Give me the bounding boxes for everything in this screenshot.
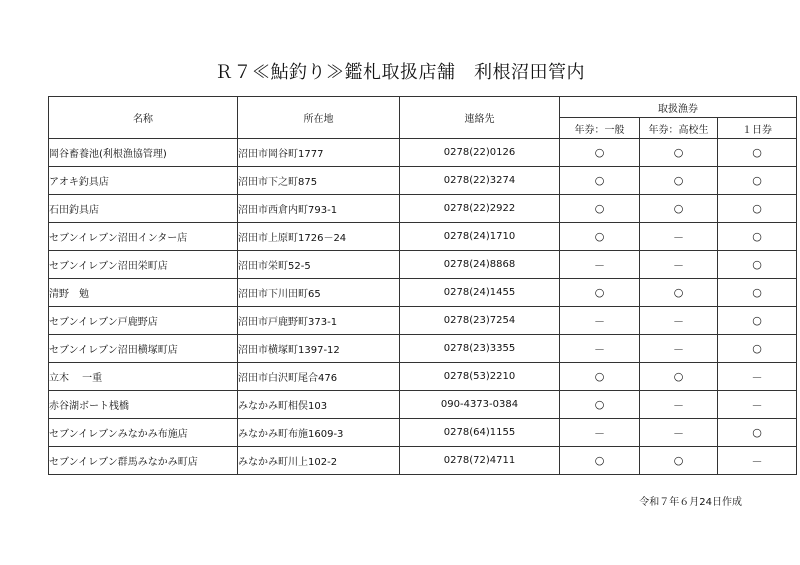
cell-address: 沼田市戸鹿野町373-1	[238, 307, 400, 335]
stores-table	[48, 96, 797, 475]
cell-day-ticket: ○	[718, 139, 797, 167]
cell-phone: 0278(64)1155	[400, 419, 560, 447]
cell-annual-general: ○	[560, 363, 640, 391]
cell-address: 沼田市白沢町尾合476	[238, 363, 400, 391]
cell-name: 立木 一重	[49, 363, 238, 391]
cell-annual-general: ○	[560, 167, 640, 195]
cell-address: 沼田市下之町875	[238, 167, 400, 195]
cell-address: 沼田市岡谷町1777	[238, 139, 400, 167]
cell-name: セブンイレブン沼田栄町店	[49, 251, 238, 279]
cell-day-ticket: ○	[718, 223, 797, 251]
cell-annual-highschool: －	[640, 251, 718, 279]
cell-day-ticket: ○	[718, 279, 797, 307]
header-tickets-group: 取扱漁券	[560, 97, 797, 118]
cell-name: 赤谷湖ボート桟橋	[49, 391, 238, 419]
cell-phone: 0278(24)8868	[400, 251, 560, 279]
page-title: Ｒ７≪鮎釣り≫鑑札取扱店舗 利根沼田管内	[215, 62, 585, 83]
table-row	[49, 363, 797, 391]
cell-day-ticket: －	[718, 391, 797, 419]
created-date: 令和７年６月24日作成	[639, 497, 742, 508]
cell-name: セブンイレブン戸鹿野店	[49, 307, 238, 335]
header-annual-highschool: 年券：高校生	[640, 118, 718, 139]
table-row	[49, 195, 797, 223]
cell-annual-highschool: ○	[640, 447, 718, 475]
cell-name: 石田釣具店	[49, 195, 238, 223]
header-day-ticket: １日券	[718, 118, 797, 139]
cell-annual-highschool: ○	[640, 195, 718, 223]
cell-address: 沼田市栄町52-5	[238, 251, 400, 279]
header-row	[49, 97, 797, 118]
cell-annual-general: ○	[560, 195, 640, 223]
cell-annual-general: －	[560, 251, 640, 279]
table-row	[49, 139, 797, 167]
cell-phone: 0278(72)4711	[400, 447, 560, 475]
cell-name: セブンイレブン群馬みなかみ町店	[49, 447, 238, 475]
cell-day-ticket: ○	[718, 307, 797, 335]
cell-day-ticket: ○	[718, 167, 797, 195]
table-row	[49, 279, 797, 307]
cell-annual-highschool: ○	[640, 167, 718, 195]
cell-phone: 0278(24)1710	[400, 223, 560, 251]
cell-annual-general: －	[560, 335, 640, 363]
table-body	[49, 139, 797, 475]
cell-annual-general: ○	[560, 139, 640, 167]
table-row	[49, 447, 797, 475]
cell-annual-general: ○	[560, 447, 640, 475]
cell-day-ticket: －	[718, 447, 797, 475]
cell-annual-highschool: －	[640, 419, 718, 447]
cell-name: セブンイレブン沼田横塚町店	[49, 335, 238, 363]
cell-annual-highschool: －	[640, 307, 718, 335]
cell-phone: 0278(22)0126	[400, 139, 560, 167]
cell-address: 沼田市横塚町1397-12	[238, 335, 400, 363]
cell-name: 岡谷畜養池(利根漁協管理)	[49, 139, 238, 167]
cell-annual-general: ○	[560, 223, 640, 251]
cell-phone: 0278(23)3355	[400, 335, 560, 363]
cell-phone: 0278(23)7254	[400, 307, 560, 335]
table-row	[49, 391, 797, 419]
header-annual-general: 年券：一般	[560, 118, 640, 139]
table-row	[49, 251, 797, 279]
cell-annual-highschool: ○	[640, 139, 718, 167]
cell-day-ticket: ○	[718, 419, 797, 447]
table-row	[49, 419, 797, 447]
header-name: 名称	[49, 97, 238, 139]
cell-day-ticket: ○	[718, 335, 797, 363]
cell-annual-general: ○	[560, 279, 640, 307]
cell-annual-highschool: －	[640, 335, 718, 363]
header-address: 所在地	[238, 97, 400, 139]
table-row	[49, 307, 797, 335]
cell-annual-general: －	[560, 419, 640, 447]
cell-phone: 0278(22)2922	[400, 195, 560, 223]
cell-day-ticket: －	[718, 363, 797, 391]
cell-name: アオキ釣具店	[49, 167, 238, 195]
cell-day-ticket: ○	[718, 195, 797, 223]
cell-phone: 0278(24)1455	[400, 279, 560, 307]
cell-annual-highschool: ○	[640, 363, 718, 391]
cell-address: みなかみ町相俣103	[238, 391, 400, 419]
table-row	[49, 335, 797, 363]
cell-name: セブンイレブン沼田インター店	[49, 223, 238, 251]
cell-address: みなかみ町川上102-2	[238, 447, 400, 475]
cell-annual-general: ○	[560, 391, 640, 419]
cell-annual-general: －	[560, 307, 640, 335]
cell-address: 沼田市下川田町65	[238, 279, 400, 307]
table-row	[49, 223, 797, 251]
cell-phone: 0278(22)3274	[400, 167, 560, 195]
header-contact: 連絡先	[400, 97, 560, 139]
cell-name: セブンイレブンみなかみ布施店	[49, 419, 238, 447]
table-row	[49, 167, 797, 195]
cell-annual-highschool: ○	[640, 279, 718, 307]
cell-annual-highschool: －	[640, 391, 718, 419]
cell-phone: 090-4373-0384	[400, 391, 560, 419]
cell-day-ticket: ○	[718, 251, 797, 279]
cell-address: 沼田市西倉内町793-1	[238, 195, 400, 223]
cell-annual-highschool: －	[640, 223, 718, 251]
cell-address: みなかみ町布施1609-3	[238, 419, 400, 447]
cell-address: 沼田市上原町1726－24	[238, 223, 400, 251]
cell-name: 清野 勉	[49, 279, 238, 307]
cell-phone: 0278(53)2210	[400, 363, 560, 391]
